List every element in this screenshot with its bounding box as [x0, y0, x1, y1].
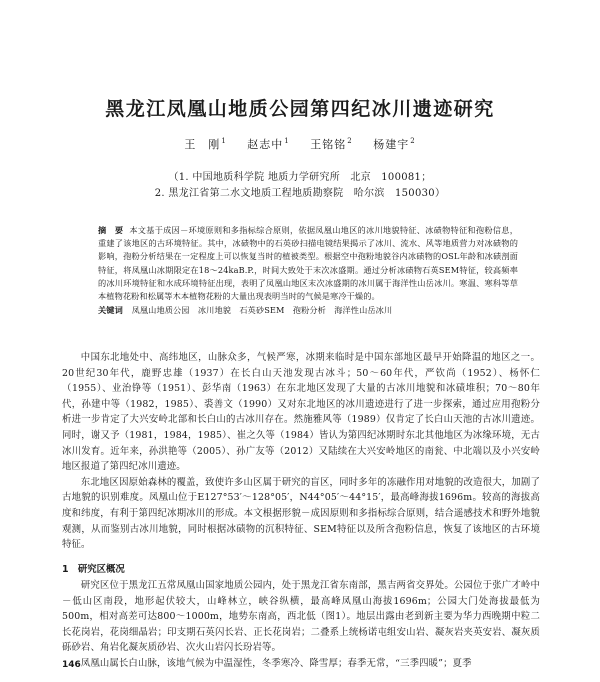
- keyword: 海洋性山岳冰川: [334, 305, 393, 316]
- keyword: 凤凰山地质公园: [131, 305, 190, 316]
- author: 王铭铭$^2$: [310, 137, 353, 151]
- study-area-text: [62, 578, 540, 672]
- keyword: 孢粉分析: [292, 305, 326, 316]
- abstract: [98, 224, 518, 317]
- abstract-label: 摘 要: [98, 225, 124, 235]
- keyword: 冰川地貌: [197, 305, 232, 316]
- paper-title: 黑龙江凤凰山地质公园第四纪冰川遗迹研究: [105, 98, 495, 120]
- author: 杨建宇$^2$: [373, 137, 416, 151]
- page-number: 146: [62, 660, 81, 670]
- author-list: [0, 136, 600, 152]
- affiliation-1: （1. 中国地质科学院 地质力学研究所 北京 100081；: [168, 172, 432, 183]
- author: 王 刚$^1$: [184, 137, 227, 151]
- body-paragraph: 中国东北地处中、高纬地区，山脉众多，气候严寒，冰期来临时是中国东部地区最早开始降温的地区之一。20世纪30年代，鹿野忠雄（1937）在长白山天池发现古冰斗；50～60年代，严钦尚（1952）、杨怀仁（1955）、业治铮等（1951）、彭华南（1963）在东北地区发现了大量的古冰川地貌和冰碛堆积；70～80年代，孙建中等（1982，1985）、裘善文（1990）又对东北地区的冰川遗迹进行了进一步探索，通过应用孢粉分析进一步肯定了大兴安岭北部和长白山的古冰川存在。然施雅风等（1989）仅肯定了长白山天池的古冰川遗迹。同时，谢又予（1981，1984，1985）、崔之久等（1984）皆认为第四纪冰期时东北其他地区为冰缘环境，无古冰川发育。近年来，孙洪艳等（2005）、孙广友等（2012）又陆续在大兴安岭地区的南瓮、中北端以及小兴安岭地区报道了第四纪冰川遗迹。: [62, 352, 540, 473]
- body-paragraph: 凤凰山属长白山脉，该地气候为中温湿性，冬季寒冷、降雪厚；春季无常，“三季四暖”；夏季: [80, 657, 472, 669]
- body-paragraph: 研究区位于黑龙江五常凤凰山国家地质公园内，处于黑龙江省东南部，黑吉两省交界处。公园位于张广才岭中－低山区南段，地形起伏较大，山峰林立，峡谷纵横，最高峰凤凰山海拔1696m；公园大门处海拔最低为500m，相对高差可达800～1000m，地势东南高，西北低（图1）。地层出露由老到新主要为华力西晚期中粒二长花岗岩，花岗细晶岩；印支期石英闪长岩、正长花岗岩；二叠系上统杨诺屯组安山岩、凝灰岩夹英安岩、凝灰质砾砂岩、角岩化凝灰质砂岩、次火山岩闪长玢岩等。: [62, 580, 540, 654]
- introduction-text: [62, 350, 540, 553]
- keyword: 石英砂SEM: [239, 305, 285, 316]
- keywords-label: 关键词: [98, 305, 123, 316]
- abstract-text: 本文基于成因－环境原则和多指标综合原则，依据凤凰山地区的冰川地貌特征、冰碛物特征和孢粉信息，重建了该地区的古环境特征。其中，冰碛物中的石英砂扫描电镜结果揭示了冰川、流水、风等地质营力对冰碛物的影响，孢粉分析结果在一定程度上可以恢复当时的植被类型。根据空中孢粉地貌谷内冰碛物的OSL年龄和冰碛剖面特征，将凤凰山冰期限定在18～24kaB.P.，时间大致处于末次冰盛期。通过分析冰碛物石英SEM特征，较高频率的冰川环境特征和水成环境特征出现，表明了凤凰山地区末次冰盛期的冰川属于海洋性山岳冰川。寒温、寒科等草本植物花粉和松属等木本植物花粉的大量出现表明当时的气候是寒冷干燥的。: [98, 225, 518, 302]
- author: 赵志中$^1$: [247, 137, 290, 151]
- affiliation-2: 2. 黑龙江省第二水文地质工程地质勘察院 哈尔滨 150030）: [154, 188, 446, 199]
- keywords: [98, 304, 518, 317]
- body-paragraph: 东北地区因原始森林的覆盖，致使许多山区属于研究的盲区，同时多年的冻融作用对地貌的改造很大，加剧了古地貌的识别难度。凤凰山位于E127°53′～128°05′，N44°05′～44°15′，最高峰海拔1696m。较高的海拔高度和纬度，有利于第四纪冰期冰川的形成。本文根据形貌－成因原则和多指标综合原则，结合遥感技术和野外地貌观测，从而鉴别古冰川地貌，同时根据冰碛物的沉积特征、SEM特征以及所含孢粉信息，恢复了该地区的古环境特征。: [62, 476, 540, 551]
- section-heading: 1 研究区概况: [62, 564, 125, 575]
